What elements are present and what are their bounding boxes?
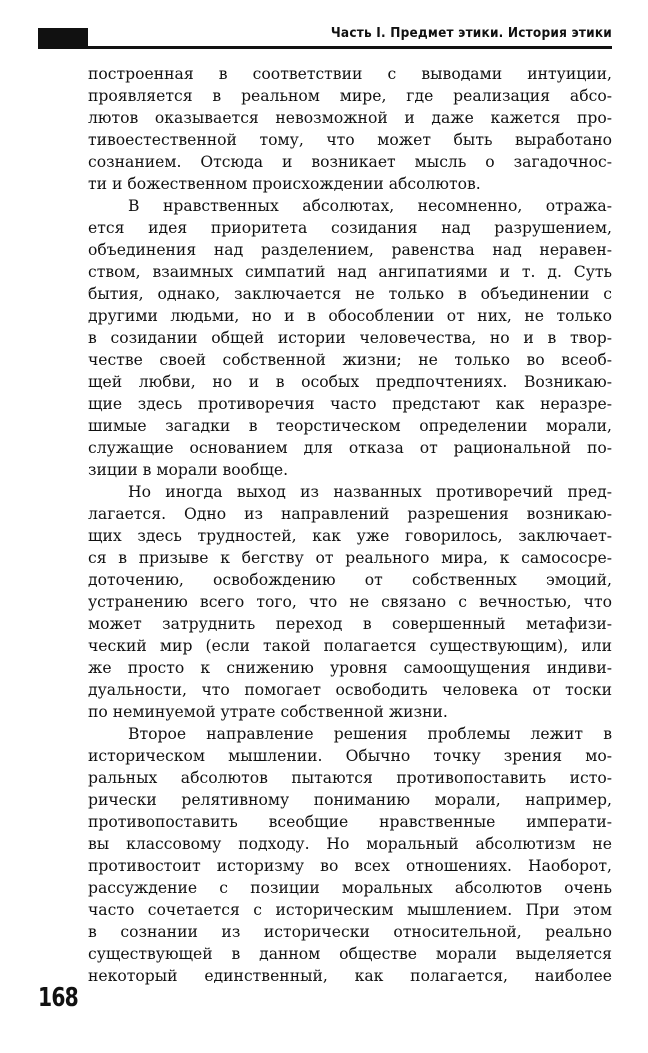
- text-line: честве своей собственной жизни; не только во всеоб-: [88, 351, 612, 369]
- text-line: противостоит историзму во всех отношениях. Наоборот,: [88, 857, 612, 875]
- text-line: доточению, освобождению от собственных эмоций,: [88, 571, 612, 589]
- text-line: по неминуемой утрате собственной жизни.: [88, 703, 448, 721]
- text-line: В нравственных абсолютах, несомненно, отража-: [128, 197, 612, 215]
- text-line: проявляется в реальном мире, где реализация абсо-: [88, 87, 612, 105]
- text-line: дуальности, что помогает освободить человека от тоски: [88, 681, 612, 699]
- text-line: зиции в морали вообще.: [88, 461, 289, 479]
- text-line: объединения над разделением, равенства над неравен-: [88, 241, 612, 259]
- text-line: Второе направление решения проблемы лежит в: [128, 725, 612, 743]
- text-line: служащие основанием для отказа от рациональной по-: [88, 439, 612, 457]
- page-number: 168: [38, 983, 78, 1013]
- text-line: устранению всего того, что не связано с вечностью, что: [88, 593, 612, 611]
- text-line: бытия, однако, заключается не только в объединении с: [88, 285, 612, 303]
- text-line: ется идея приоритета созидания над разрушением,: [88, 219, 612, 237]
- running-head: Часть I. Предмет этики. История этики: [330, 25, 612, 41]
- text-line: сознанием. Отсюда и возникает мысль о загадочнос-: [88, 153, 612, 171]
- header-rule: [38, 46, 612, 49]
- text-line: щей любви, но и в особых предпочтениях. Возникаю-: [88, 373, 612, 391]
- text-line: противопоставить всеобщие нравственные императи-: [88, 813, 612, 831]
- text-line: щие здесь противоречия часто предстают как неразре-: [88, 395, 612, 413]
- text-line: ческий мир (если такой полагается существующим), или: [88, 637, 612, 655]
- text-line: рически релятивному пониманию морали, например,: [88, 791, 612, 809]
- text-line: другими людьми, но и в обособлении от них, не только: [88, 307, 612, 325]
- text-line: в созидании общей истории человечества, но и в твор-: [88, 329, 612, 347]
- text-line: рассуждение с позиции моральных абсолютов очень: [88, 879, 612, 897]
- text-line: ством, взаимных симпатий над ангипатиями и т. д. Суть: [88, 263, 612, 281]
- text-line: существующей в данном обществе морали выделяется: [88, 945, 612, 963]
- text-line: ся в призыве к бегству от реального мира, к самососре-: [88, 549, 612, 567]
- header-decorative-bar: [38, 28, 88, 48]
- text-line: может затруднить переход в совершенный метафизи-: [88, 615, 612, 633]
- text-line: ти и божественном происхождении абсолютов.: [88, 175, 481, 193]
- body-text: [88, 63, 612, 987]
- text-line: построенная в соответствии с выводами интуиции,: [88, 65, 612, 83]
- text-line: тивоестественной тому, что может быть выработано: [88, 131, 612, 149]
- text-line: шимые загадки в теорстическом определении морали,: [88, 417, 612, 435]
- text-line: лагается. Одно из направлений разрешения возникаю-: [88, 505, 612, 523]
- text-line: щих здесь трудностей, как уже говорилось, заключает-: [88, 527, 612, 545]
- text-line: часто сочетается с историческим мышлением. При этом: [88, 901, 612, 919]
- text-line: некоторый единственный, как полагается, наиболее: [88, 967, 612, 985]
- text-line: историческом мышлении. Обычно точку зрения мо-: [88, 747, 612, 765]
- text-line: в сознании из исторически относительной, реально: [88, 923, 612, 941]
- text-line: же просто к снижению уровня самоощущения индиви-: [88, 659, 612, 677]
- text-line: ральных абсолютов пытаются противопоставить исто-: [88, 769, 612, 787]
- text-line: лютов оказывается невозможной и даже кажется про-: [88, 109, 612, 127]
- text-line: вы классовому подходу. Но моральный абсолютизм не: [88, 835, 612, 853]
- text-line: Но иногда выход из названных противоречий пред-: [128, 483, 612, 501]
